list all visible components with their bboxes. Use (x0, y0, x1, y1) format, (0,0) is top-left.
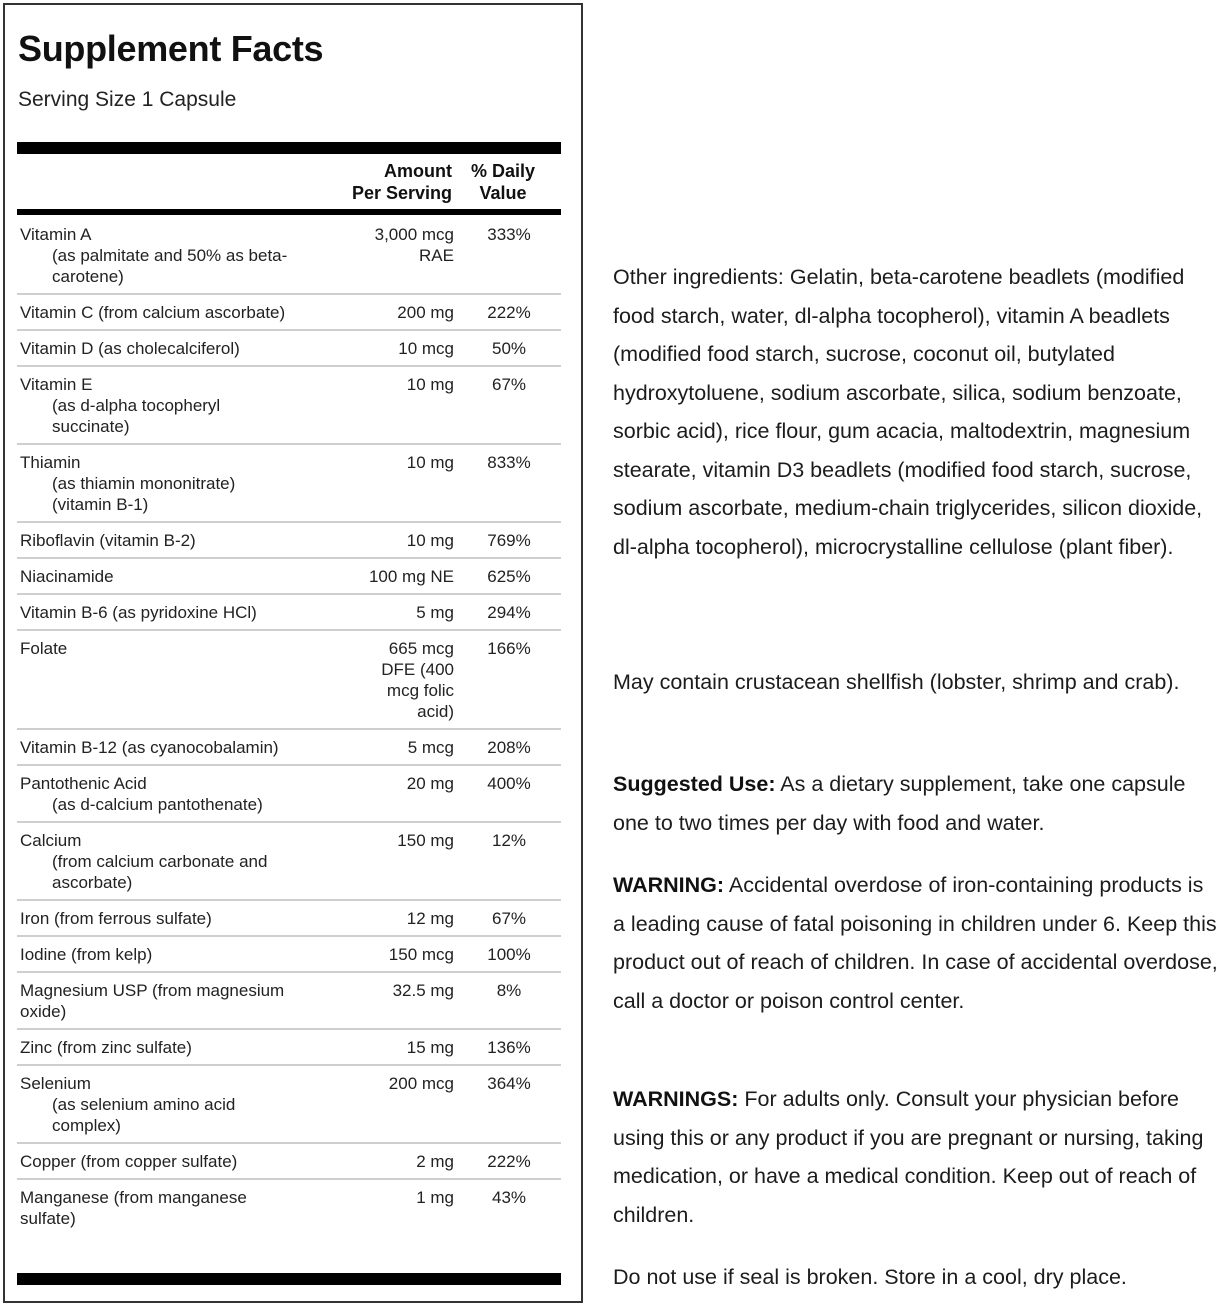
nutrient-name (17, 908, 335, 929)
nutrient-name-primary: Folate (20, 639, 68, 658)
nutrient-name-primary: Vitamin C (from calcium ascorbate) (20, 303, 286, 322)
nutrient-name (17, 638, 335, 659)
nutrient-source: carotene) (52, 267, 124, 286)
nutrient-name (17, 830, 335, 893)
nutrient-row (17, 559, 561, 595)
daily-value-percent: 222% (487, 303, 531, 322)
amount-line: 15 mg (406, 1038, 454, 1057)
iron-warning (613, 866, 1218, 1020)
nutrient-name (17, 737, 335, 758)
nutrient-source: (as selenium amino acid (52, 1095, 236, 1114)
warning-label: WARNING: (613, 873, 725, 897)
suggested-use-text: As a dietary supplement, take one capsule one to two times per day with food and water. (613, 772, 1186, 835)
column-header-dv-line2: Value (479, 183, 527, 203)
amount-line: 200 mg (397, 303, 454, 322)
nutrient-name-primary: Pantothenic Acid (20, 774, 147, 793)
column-header-dv-line1: % Daily (470, 161, 536, 181)
amount-line: 150 mg (397, 831, 454, 850)
nutrient-source: (vitamin B-1) (52, 495, 149, 514)
thick-rule-header (17, 209, 561, 215)
nutrient-row (17, 823, 561, 901)
nutrient-row (17, 523, 561, 559)
nutrient-name-primary: Iodine (from kelp) (20, 945, 153, 964)
amount-per-serving (337, 737, 454, 758)
nutrient-source: (as d-alpha tocopheryl (52, 396, 221, 415)
daily-value-percent: 12% (491, 831, 527, 850)
nutrient-source: (as d-calcium pantothenate) (52, 795, 263, 814)
nutrient-name-primary: Magnesium USP (from magnesium (20, 981, 285, 1000)
nutrient-name-primary: Vitamin E (20, 375, 93, 394)
amount-per-serving (337, 830, 454, 851)
nutrient-name-continued: oxide) (20, 1002, 67, 1021)
daily-value-percent: 166% (487, 639, 531, 658)
daily-value-percent: 43% (491, 1188, 527, 1207)
amount-per-serving (337, 1037, 454, 1058)
amount-per-serving (337, 638, 454, 722)
daily-value-percent: 100% (487, 945, 531, 964)
amount-line: 100 mg NE (368, 567, 454, 586)
nutrient-row (17, 217, 561, 295)
nutrient-row (17, 445, 561, 523)
suggested-use-label: Suggested Use: (613, 772, 776, 796)
daily-value-percent: 769% (487, 531, 531, 550)
amount-line: 32.5 mg (392, 981, 454, 1000)
amount-per-serving (337, 338, 454, 359)
amount-line: 200 mcg (388, 1074, 454, 1093)
column-header-amount-line1: Amount (384, 161, 452, 181)
daily-value-percent: 136% (487, 1038, 531, 1057)
daily-value-percent: 222% (487, 1152, 531, 1171)
amount-line: 1 mg (416, 1188, 454, 1207)
amount-line: acid) (417, 702, 454, 721)
nutrient-name (17, 338, 335, 359)
nutrient-row (17, 937, 561, 973)
nutrient-name (17, 1187, 335, 1229)
nutrient-name (17, 602, 335, 623)
daily-value-percent: 833% (487, 453, 531, 472)
amount-per-serving (337, 566, 454, 587)
nutrient-name-primary: Vitamin A (20, 225, 92, 244)
nutrient-name (17, 773, 335, 815)
amount-per-serving (337, 302, 454, 323)
amount-line: 10 mg (406, 375, 454, 394)
nutrient-name-primary: Manganese (from manganese (20, 1188, 247, 1207)
nutrient-row (17, 766, 561, 823)
panel-title: Supplement Facts (18, 28, 324, 69)
nutrient-row (17, 295, 561, 331)
nutrient-name-primary: Vitamin D (as cholecalciferol) (20, 339, 240, 358)
warning-text: Accidental overdose of iron-containing products is a leading cause of fatal poisoning in children under 6. Keep this product out of reach of children. In case of accidental overdose, call a doctor or poison control center. (613, 873, 1218, 1013)
column-header-daily-value (462, 160, 544, 204)
nutrient-name (17, 1037, 335, 1058)
nutrient-table (17, 217, 561, 1235)
daily-value-percent: 8% (496, 981, 522, 1000)
serving-size: Serving Size 1 Capsule (18, 88, 237, 111)
amount-per-serving (337, 908, 454, 929)
amount-per-serving (337, 773, 454, 794)
daily-value-percent: 400% (487, 774, 531, 793)
amount-per-serving (337, 374, 454, 395)
nutrient-source: succinate) (52, 417, 130, 436)
amount-line: mcg folic (386, 681, 454, 700)
amount-line: 10 mg (406, 531, 454, 550)
nutrient-name-continued: sulfate) (20, 1209, 76, 1228)
amount-line: 10 mcg (398, 339, 454, 358)
nutrient-source: (as thiamin mononitrate) (52, 474, 236, 493)
amount-line: DFE (400 (381, 660, 454, 679)
nutrient-name (17, 566, 335, 587)
amount-line: 5 mcg (407, 738, 454, 757)
amount-line: RAE (419, 246, 454, 265)
general-warnings (613, 1080, 1218, 1234)
nutrient-name (17, 302, 335, 323)
daily-value-percent: 364% (487, 1074, 531, 1093)
nutrient-name-primary: Iron (from ferrous sulfate) (20, 909, 212, 928)
nutrient-source: (from calcium carbonate and (52, 852, 268, 871)
nutrient-name (17, 452, 335, 515)
nutrient-name-primary: Copper (from copper sulfate) (20, 1152, 238, 1171)
nutrient-name (17, 1151, 335, 1172)
daily-value-percent: 50% (491, 339, 527, 358)
amount-per-serving (337, 224, 454, 266)
nutrient-name (17, 530, 335, 551)
allergen-statement: May contain crustacean shellfish (lobster, shrimp and crab). (613, 670, 1180, 694)
warnings-label: WARNINGS: (613, 1087, 739, 1111)
nutrient-name-primary: Selenium (20, 1074, 91, 1093)
nutrient-source: (as palmitate and 50% as beta- (52, 246, 288, 265)
storage-statement: Do not use if seal is broken. Store in a cool, dry place. (613, 1265, 1127, 1289)
nutrient-source: complex) (52, 1116, 121, 1135)
column-header-amount (320, 160, 452, 204)
nutrient-row (17, 631, 561, 730)
nutrient-name (17, 374, 335, 437)
amount-line: 12 mg (406, 909, 454, 928)
amount-line: 2 mg (416, 1152, 454, 1171)
thick-rule-top (17, 142, 561, 154)
amount-per-serving (337, 1073, 454, 1094)
amount-per-serving (337, 1187, 454, 1208)
nutrient-row (17, 595, 561, 631)
nutrient-name-primary: Zinc (from zinc sulfate) (20, 1038, 192, 1057)
nutrient-row (17, 901, 561, 937)
daily-value-percent: 294% (487, 603, 531, 622)
nutrient-name (17, 1073, 335, 1136)
suggested-use (613, 765, 1218, 842)
daily-value-percent: 333% (487, 225, 531, 244)
amount-per-serving (337, 452, 454, 473)
amount-per-serving (337, 602, 454, 623)
amount-line: 10 mg (406, 453, 454, 472)
amount-per-serving (337, 980, 454, 1001)
amount-line: 150 mcg (388, 945, 454, 964)
amount-per-serving (337, 1151, 454, 1172)
nutrient-name-primary: Niacinamide (20, 567, 114, 586)
nutrient-row (17, 1180, 561, 1235)
nutrient-row (17, 1144, 561, 1180)
amount-per-serving (337, 530, 454, 551)
amount-line: 20 mg (406, 774, 454, 793)
amount-line: 665 mcg (388, 639, 454, 658)
nutrient-row (17, 730, 561, 766)
nutrient-name (17, 944, 335, 965)
column-header-amount-line2: Per Serving (351, 183, 452, 203)
daily-value-percent: 208% (487, 738, 531, 757)
nutrient-row (17, 1030, 561, 1066)
nutrient-row (17, 331, 561, 367)
thick-rule-bottom (17, 1273, 561, 1285)
daily-value-percent: 67% (491, 375, 527, 394)
nutrient-name-primary: Riboflavin (vitamin B-2) (20, 531, 196, 550)
other-ingredients: Other ingredients: Gelatin, beta-carotene beadlets (modified food starch, water, dl-alpha tocopherol), vitamin A beadlets (modified food starch, sucrose, coconut oil, butylated hydroxytoluene, sodium ascorbate, silica, sodium benzoate, sorbic acid), rice flour, gum acacia, maltodextrin, magnesium stearate, vitamin D3 beadlets (modified food starch, sucrose, sodium ascorbate, medium-chain triglycerides, silicon dioxide, dl-alpha tocopherol), microcrystalline cellulose (plant fiber). (613, 265, 1203, 559)
nutrient-name (17, 224, 335, 287)
nutrient-name-primary: Vitamin B-6 (as pyridoxine HCl) (20, 603, 257, 622)
daily-value-percent: 625% (487, 567, 531, 586)
nutrient-name-primary: Vitamin B-12 (as cyanocobalamin) (20, 738, 279, 757)
amount-line: 5 mg (416, 603, 454, 622)
warnings-text: For adults only. Consult your physician before using this or any product if you are pregnant or nursing, taking medication, or have a medical condition. Keep out of reach of children. (613, 1087, 1204, 1227)
nutrient-row (17, 1066, 561, 1144)
nutrient-source: ascorbate) (52, 873, 133, 892)
nutrient-name-primary: Calcium (20, 831, 82, 850)
nutrient-row (17, 973, 561, 1030)
nutrient-name-primary: Thiamin (20, 453, 81, 472)
nutrient-name (17, 980, 335, 1022)
amount-per-serving (337, 944, 454, 965)
daily-value-percent: 67% (491, 909, 527, 928)
nutrient-row (17, 367, 561, 445)
amount-line: 3,000 mcg (374, 225, 454, 244)
